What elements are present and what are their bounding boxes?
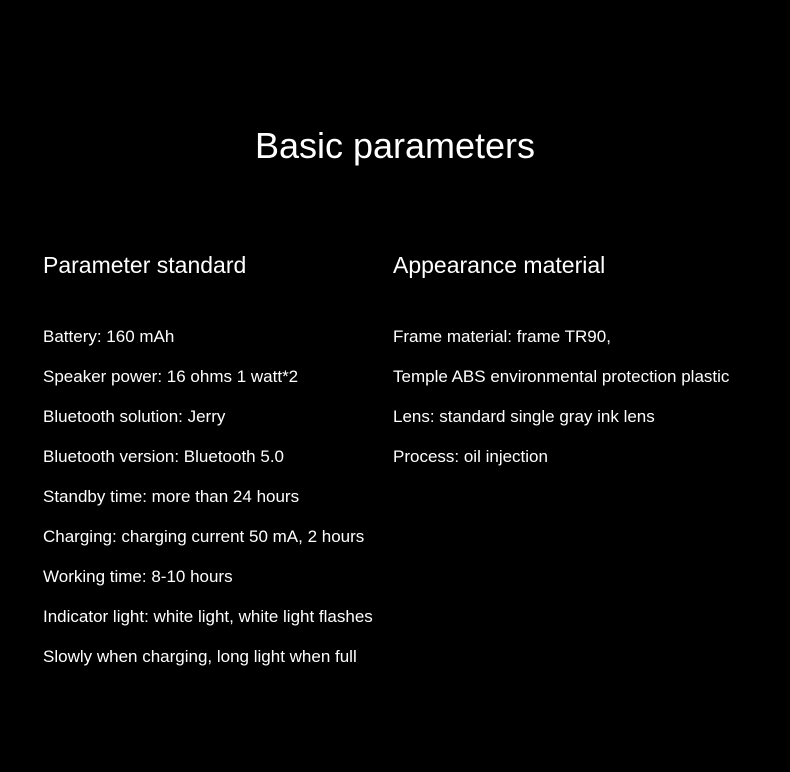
material-frame: Frame material: frame TR90,: [393, 327, 611, 346]
param-indicator-light: Indicator light: white light, white light flashes: [43, 607, 373, 626]
material-temple: Temple ABS environmental protection plastic: [393, 367, 730, 386]
param-bluetooth-version: Bluetooth version: Bluetooth 5.0: [43, 447, 284, 466]
material-lens: Lens: standard single gray ink lens: [393, 407, 655, 426]
parameter-standard-section: [43, 250, 393, 687]
param-charging: Charging: charging current 50 mA, 2 hours: [43, 527, 365, 546]
appearance-material-heading: Appearance material: [393, 252, 606, 278]
parameter-standard-heading: Parameter standard: [43, 252, 247, 278]
param-battery: Battery: 160 mAh: [43, 327, 175, 346]
material-process: Process: oil injection: [393, 447, 548, 466]
appearance-material-section: [393, 250, 783, 487]
param-standby-time: Standby time: more than 24 hours: [43, 487, 300, 506]
parameter-standard-list: [43, 327, 393, 667]
param-indicator-light-continued: Slowly when charging, long light when full: [43, 647, 357, 666]
param-working-time: Working time: 8-10 hours: [43, 567, 233, 586]
param-speaker-power: Speaker power: 16 ohms 1 watt*2: [43, 367, 299, 386]
page-title: Basic parameters: [254, 125, 536, 166]
param-bluetooth-solution: Bluetooth solution: Jerry: [43, 407, 226, 426]
appearance-material-list: [393, 327, 783, 467]
